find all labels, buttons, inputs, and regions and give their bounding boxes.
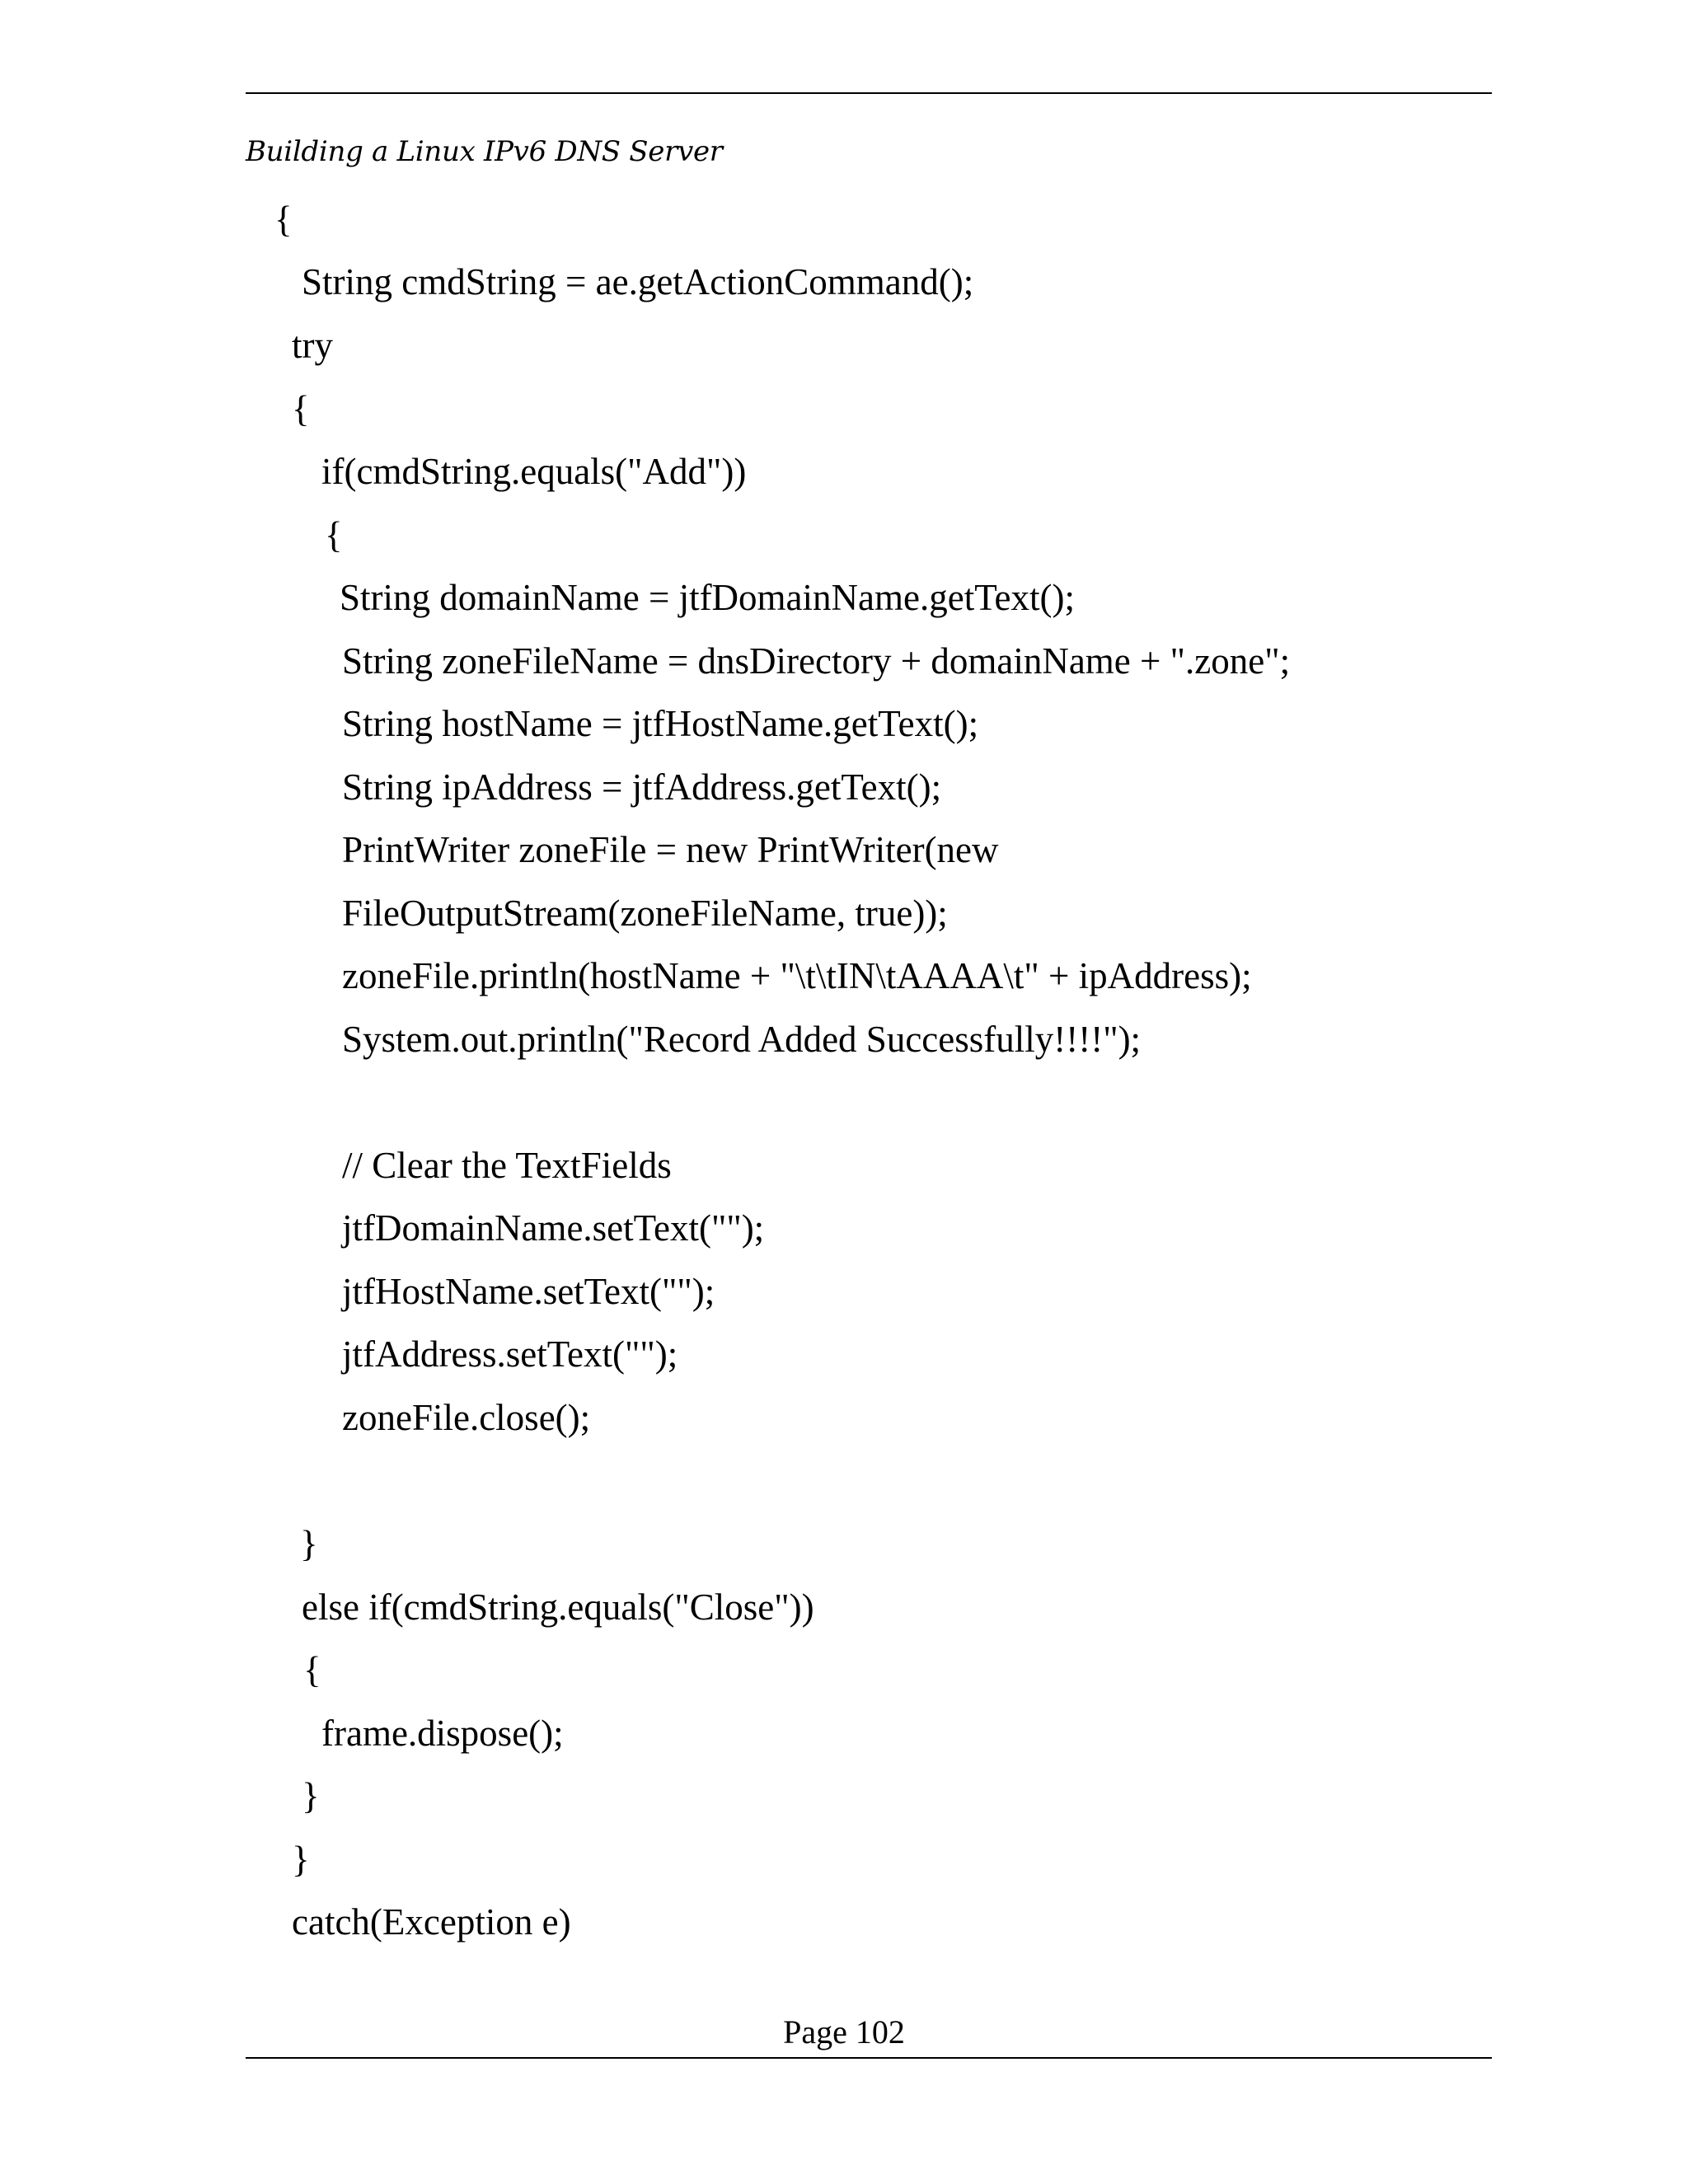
code-line: System.out.println("Record Added Successfully!!!!"); [342, 1019, 1142, 1060]
code-line: } [292, 1839, 310, 1880]
code-line: { [303, 1649, 321, 1690]
code-line: } [302, 1775, 320, 1816]
code-line: else if(cmdString.equals("Close")) [302, 1586, 814, 1628]
code-line: frame.dispose(); [321, 1713, 564, 1754]
code-line: FileOutputStream(zoneFileName, true)); [342, 893, 948, 934]
code-line: String cmdString = ae.getActionCommand(); [302, 261, 974, 302]
code-line: String domainName = jtfDomainName.getText(); [340, 577, 1076, 618]
footer-rule [246, 2057, 1492, 2059]
code-line: String hostName = jtfHostName.getText(); [342, 703, 979, 744]
code-line: String ipAddress = jtfAddress.getText(); [342, 766, 942, 808]
page-number: Page 102 [783, 2013, 905, 2050]
code-line: jtfDomainName.setText(""); [342, 1207, 765, 1249]
code-line: jtfHostName.setText(""); [342, 1271, 715, 1312]
code-line: catch(Exception e) [292, 1901, 571, 1943]
code-line: try [292, 325, 333, 366]
code-line: PrintWriter zoneFile = new PrintWriter(new [342, 829, 999, 870]
code-line: { [325, 514, 343, 555]
code-line: zoneFile.println(hostName + "\t\tIN\tAAAA\t" + ipAddress); [342, 955, 1252, 996]
code-comment: // Clear the TextFields [342, 1145, 672, 1186]
code-line: zoneFile.close(); [342, 1397, 591, 1438]
code-line: } [300, 1523, 318, 1564]
code-line: jtfAddress.setText(""); [342, 1333, 678, 1375]
running-header-title: Building a Linux IPv6 DNS Server [246, 135, 723, 168]
code-line: if(cmdString.equals("Add")) [321, 451, 747, 492]
code-line: { [292, 388, 310, 429]
code-line: String zoneFileName = dnsDirectory + domainName + ".zone"; [342, 640, 1291, 682]
code-line: { [274, 199, 293, 240]
